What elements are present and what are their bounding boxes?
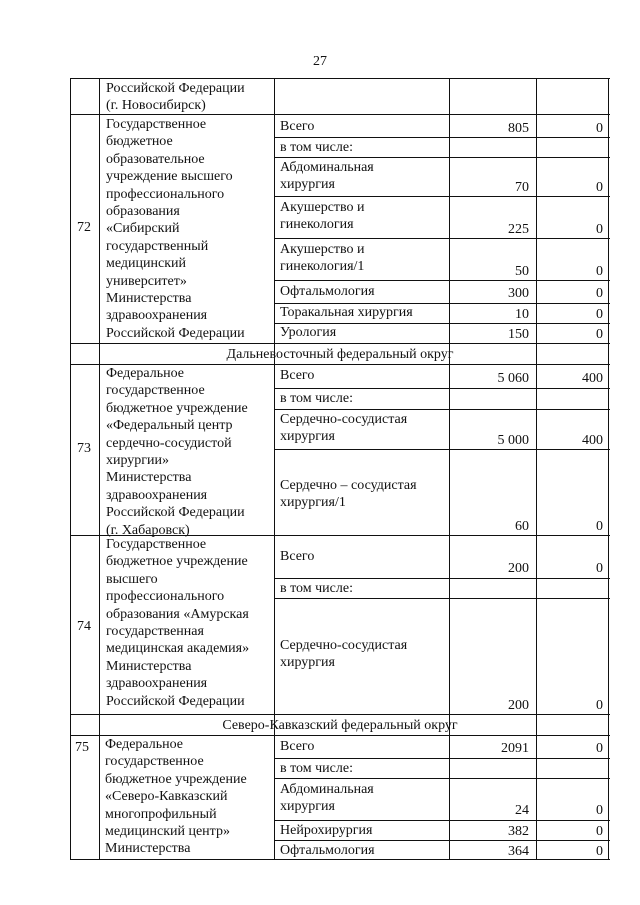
specialty-label: в том числе: xyxy=(280,391,353,406)
specialty-label: Абдоминальная хирургия xyxy=(280,160,374,193)
specialty-label: Всего xyxy=(280,549,315,564)
specialty-label: Акушерство и гинекология/1 xyxy=(280,242,365,275)
org-name-75: Федеральное государственное бюджетное учреждение «Северо-Кавказский многопрофильный медицинский центр» Министерства xyxy=(105,737,247,857)
extra-value: 0 xyxy=(596,561,603,576)
page-number: 27 xyxy=(313,54,327,69)
quota-value: 300 xyxy=(508,286,529,301)
quota-value: 5 000 xyxy=(497,433,529,448)
extra-value: 0 xyxy=(596,222,603,237)
specialty-label: Всего xyxy=(280,368,315,383)
quota-value: 24 xyxy=(515,803,529,818)
quota-value: 200 xyxy=(508,561,529,576)
quota-value: 10 xyxy=(515,307,529,322)
cell-divider xyxy=(274,778,610,779)
row-number-75: 75 xyxy=(75,740,89,755)
row-divider xyxy=(70,343,610,344)
extra-value: 0 xyxy=(596,741,603,756)
extra-value: 0 xyxy=(596,286,603,301)
extra-value: 400 xyxy=(582,371,603,386)
quota-value: 5 060 xyxy=(497,371,529,386)
extra-value: 400 xyxy=(582,433,603,448)
extra-value: 0 xyxy=(596,698,603,713)
quota-value: 50 xyxy=(515,264,529,279)
specialty-label: в том числе: xyxy=(280,140,353,155)
cell-divider xyxy=(274,598,610,599)
specialty-label: Нейрохирургия xyxy=(280,823,373,838)
org-name-72: Государственное бюджетное образовательное учреждение высшего профессионального образования «Сибирский государственный медицинский университет» Министерства здравоохранения Российской Федерации xyxy=(106,117,245,341)
quota-value: 805 xyxy=(508,121,529,136)
row-number-74: 74 xyxy=(77,619,91,634)
extra-value: 0 xyxy=(596,121,603,136)
specialty-label: Торакальная хирургия xyxy=(280,305,413,320)
specialty-label: Акушерство и гинекология xyxy=(280,200,365,233)
cell-divider xyxy=(274,280,610,281)
quota-value: 364 xyxy=(508,844,529,859)
quota-value: 2091 xyxy=(501,741,529,756)
district-heading-far-east: Дальневосточный федеральный округ xyxy=(226,347,454,362)
extra-value: 0 xyxy=(596,844,603,859)
org-name-71: Российской Федерации (г. Новосибирск) xyxy=(106,81,245,114)
specialty-label: в том числе: xyxy=(280,761,353,776)
extra-value: 0 xyxy=(596,803,603,818)
specialty-label: Абдоминальная хирургия xyxy=(280,782,374,815)
extra-value: 0 xyxy=(596,824,603,839)
row-divider xyxy=(70,714,610,715)
specialty-label: Урология xyxy=(280,325,337,340)
org-name-73: Федеральное государственное бюджетное учреждение «Федеральный центр сердечно-сосудистой хирургии» Министерства здравоохранения Российской Федерации (г. Хабаровск) xyxy=(106,366,248,538)
quota-value: 200 xyxy=(508,698,529,713)
org-name-74: Государственное бюджетное учреждение высшего профессионального образования «Амурская государственная медицинская академия» Министерства здравоохранения Российской Федерации xyxy=(106,537,250,709)
quota-table xyxy=(70,78,610,860)
specialty-label: Всего xyxy=(280,739,315,754)
specialty-label: Офтальмология xyxy=(280,843,375,858)
cell-divider xyxy=(274,449,610,450)
specialty-label: Сердечно – сосудистая хирургия/1 xyxy=(280,478,417,511)
district-heading-north-caucasus: Северо-Кавказский федеральный округ xyxy=(222,718,458,733)
extra-value: 0 xyxy=(596,519,603,534)
quota-value: 382 xyxy=(508,824,529,839)
row-number-72: 72 xyxy=(77,220,91,235)
extra-value: 0 xyxy=(596,307,603,322)
quota-value: 225 xyxy=(508,222,529,237)
cell-divider xyxy=(274,238,610,239)
quota-value: 150 xyxy=(508,327,529,342)
specialty-label: Всего xyxy=(280,119,315,134)
row-number-73: 73 xyxy=(77,441,91,456)
quota-value: 60 xyxy=(515,519,529,534)
specialty-label: в том числе: xyxy=(280,581,353,596)
extra-value: 0 xyxy=(596,327,603,342)
specialty-label: Сердечно-сосудистая хирургия xyxy=(280,412,408,445)
specialty-label: Офтальмология xyxy=(280,284,375,299)
cell-divider xyxy=(274,196,610,197)
specialty-label: Сердечно-сосудистая хирургия xyxy=(280,638,408,671)
extra-value: 0 xyxy=(596,180,603,195)
extra-value: 0 xyxy=(596,264,603,279)
table-border-left xyxy=(70,78,71,860)
quota-value: 70 xyxy=(515,180,529,195)
